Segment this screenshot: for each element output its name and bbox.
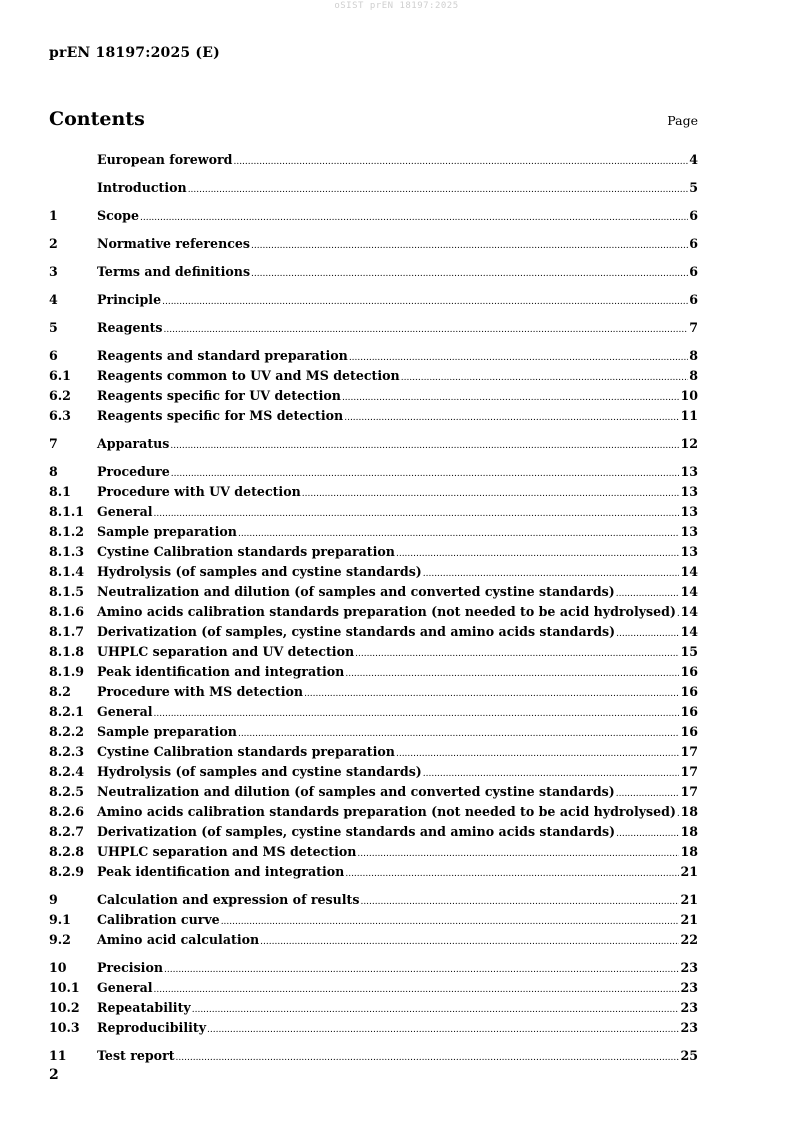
toc-entry-number: 8.2.8	[49, 844, 85, 859]
toc-entry-title[interactable]: Peak identification and integration	[97, 864, 345, 879]
dot-leader	[176, 1050, 680, 1067]
dot-leader	[302, 486, 680, 503]
watermark: oSIST prEN 18197:2025	[334, 1, 459, 11]
toc-entry-number: 10.3	[49, 1020, 80, 1035]
toc-entry-title[interactable]: Amino acid calculation	[97, 932, 260, 947]
toc-entry-number: 8.1.2	[49, 524, 85, 539]
dot-leader	[345, 666, 679, 683]
toc-entry-page[interactable]: 23	[680, 1020, 698, 1035]
dot-leader	[154, 506, 680, 523]
toc-entry-number: 8.1	[49, 484, 71, 499]
toc-entry-number: 11	[49, 1048, 67, 1063]
toc-entry-number: 8.1.1	[49, 504, 85, 519]
toc-entry[interactable]	[49, 623, 698, 643]
table-of-contents	[49, 151, 698, 1067]
toc-entry-title[interactable]: Cystine Calibration standards preparation	[97, 544, 395, 559]
toc-entry-page[interactable]: 21	[680, 892, 698, 907]
toc-entry-page[interactable]: 12	[680, 436, 698, 451]
toc-entry-page[interactable]: 13	[680, 464, 698, 479]
dot-leader	[154, 982, 680, 999]
toc-entry-title[interactable]: Neutralization and dilution (of samples and converted cystine standards)	[97, 584, 615, 599]
dot-leader	[164, 322, 689, 339]
dot-leader	[396, 746, 680, 763]
toc-entry-page[interactable]: 14	[680, 604, 698, 619]
toc-entry-page[interactable]: 16	[680, 724, 698, 739]
toc-entry-number: 7	[49, 436, 58, 451]
toc-entry-number: 9	[49, 892, 58, 907]
toc-entry-page[interactable]: 16	[680, 664, 698, 679]
toc-entry-number: 8.2.5	[49, 784, 85, 799]
toc-entry[interactable]	[49, 803, 698, 823]
dot-leader	[164, 962, 679, 979]
toc-entry-page[interactable]: 18	[680, 824, 698, 839]
toc-entry-title[interactable]: Hydrolysis (of samples and cystine standards)	[97, 564, 422, 579]
toc-entry-number: 9.2	[49, 932, 71, 947]
toc-entry-title[interactable]: Repeatability	[97, 1000, 191, 1015]
toc-entry[interactable]	[49, 207, 698, 227]
dot-leader	[616, 826, 679, 843]
toc-entry-number: 1	[49, 208, 58, 223]
dot-leader	[677, 606, 680, 623]
toc-entry-number: 5	[49, 320, 58, 335]
toc-entry-number: 8.1.9	[49, 664, 85, 679]
toc-entry[interactable]	[49, 643, 698, 663]
toc-entry-number: 8.2.1	[49, 704, 85, 719]
toc-entry-title[interactable]: Cystine Calibration standards preparation	[97, 744, 395, 759]
toc-entry[interactable]	[49, 563, 698, 583]
toc-entry-title[interactable]: European foreword	[97, 152, 233, 167]
toc-entry[interactable]	[49, 483, 698, 503]
toc-entry-page[interactable]: 15	[680, 644, 698, 659]
toc-entry[interactable]	[49, 843, 698, 863]
toc-entry-number: 9.1	[49, 912, 71, 927]
toc-entry-page[interactable]: 5	[689, 180, 698, 195]
toc-entry[interactable]	[49, 863, 698, 883]
toc-entry[interactable]	[49, 543, 698, 563]
dot-leader	[345, 866, 679, 883]
toc-entry-number: 8.1.8	[49, 644, 85, 659]
toc-entry-title[interactable]: Scope	[97, 208, 139, 223]
toc-entry[interactable]	[49, 931, 698, 951]
toc-entry[interactable]	[49, 367, 698, 387]
dot-leader	[251, 266, 688, 283]
dot-leader	[207, 1022, 679, 1039]
toc-entry-title[interactable]: Reagents specific for UV detection	[97, 388, 341, 403]
toc-entry-number: 8.1.5	[49, 584, 85, 599]
toc-entry[interactable]	[49, 999, 698, 1019]
toc-entry-number: 10.2	[49, 1000, 80, 1015]
toc-entry-number: 6	[49, 348, 58, 363]
toc-entry-page[interactable]: 16	[680, 684, 698, 699]
toc-entry-title[interactable]: General	[97, 704, 153, 719]
toc-entry-page[interactable]: 13	[680, 484, 698, 499]
dot-leader	[401, 370, 689, 387]
toc-entry-title[interactable]: Reagents specific for MS detection	[97, 408, 344, 423]
page-column-label: Page	[667, 113, 698, 128]
toc-entry-number: 6.2	[49, 388, 71, 403]
toc-entry[interactable]	[49, 959, 698, 979]
toc-entry-number: 8.2.2	[49, 724, 85, 739]
toc-entry-page[interactable]: 16	[680, 704, 698, 719]
toc-entry-title[interactable]: Terms and definitions	[97, 264, 251, 279]
toc-entry-title[interactable]: Introduction	[97, 180, 187, 195]
toc-entry-page[interactable]: 21	[680, 912, 698, 927]
toc-entry[interactable]	[49, 823, 698, 843]
toc-entry-title[interactable]: UHPLC separation and UV detection	[97, 644, 355, 659]
toc-entry[interactable]	[49, 723, 698, 743]
toc-entry-number: 8.2	[49, 684, 71, 699]
dot-leader	[342, 390, 680, 407]
toc-entry-page[interactable]: 7	[689, 320, 698, 335]
toc-entry[interactable]	[49, 319, 698, 339]
toc-entry-title[interactable]: Principle	[97, 292, 162, 307]
dot-leader	[423, 566, 680, 583]
toc-entry-page[interactable]: 14	[680, 564, 698, 579]
toc-entry-title[interactable]: Amino acids calibration standards preparation (not needed to be acid hydrolysed)	[97, 604, 676, 619]
toc-entry-number: 8.1.3	[49, 544, 85, 559]
dot-leader	[304, 686, 679, 703]
toc-entry[interactable]	[49, 151, 698, 171]
toc-entry-page[interactable]: 17	[680, 764, 698, 779]
dot-leader	[357, 846, 679, 863]
toc-entry-number: 3	[49, 264, 58, 279]
toc-entry-title[interactable]: Apparatus	[97, 436, 170, 451]
toc-entry-number: 8.1.6	[49, 604, 85, 619]
toc-entry[interactable]	[49, 263, 698, 283]
dot-leader	[344, 410, 679, 427]
dot-leader	[238, 726, 680, 743]
toc-entry-title[interactable]: General	[97, 504, 153, 519]
toc-entry[interactable]	[49, 891, 698, 911]
toc-entry-title[interactable]: Amino acids calibration standards preparation (not needed to be acid hydrolysed)	[97, 804, 676, 819]
dot-leader	[162, 294, 688, 311]
toc-entry-title[interactable]: Procedure with MS detection	[97, 684, 304, 699]
toc-entry[interactable]	[49, 911, 698, 931]
toc-entry-page[interactable]: 14	[680, 624, 698, 639]
dot-leader	[396, 546, 680, 563]
toc-entry-page[interactable]: 23	[680, 980, 698, 995]
toc-entry-page[interactable]: 4	[689, 152, 698, 167]
toc-entry-title[interactable]: Neutralization and dilution (of samples and converted cystine standards)	[97, 784, 615, 799]
toc-entry-number: 8	[49, 464, 58, 479]
toc-entry-number: 8.2.6	[49, 804, 85, 819]
toc-entry[interactable]	[49, 603, 698, 623]
dot-leader	[360, 894, 679, 911]
toc-entry-number: 8.2.7	[49, 824, 85, 839]
toc-entry-number: 8.2.9	[49, 864, 85, 879]
toc-entry-page[interactable]: 13	[680, 544, 698, 559]
toc-entry-title[interactable]: Hydrolysis (of samples and cystine standards)	[97, 764, 422, 779]
document-id: prEN 18197:2025 (E)	[49, 45, 220, 61]
dot-leader	[423, 766, 680, 783]
toc-entry[interactable]	[49, 1047, 698, 1067]
toc-entry-page[interactable]: 10	[680, 388, 698, 403]
toc-entry[interactable]	[49, 463, 698, 483]
toc-entry[interactable]	[49, 979, 698, 999]
toc-entry[interactable]	[49, 763, 698, 783]
toc-entry-number: 8.2.4	[49, 764, 85, 779]
toc-entry-page[interactable]: 17	[680, 784, 698, 799]
contents-header	[49, 108, 698, 132]
toc-entry-page[interactable]: 6	[689, 236, 698, 251]
toc-entry[interactable]	[49, 1019, 698, 1039]
dot-leader	[251, 238, 688, 255]
toc-entry-page[interactable]: 17	[680, 744, 698, 759]
toc-entry-page[interactable]: 23	[680, 960, 698, 975]
toc-entry-page[interactable]: 23	[680, 1000, 698, 1015]
toc-entry-title[interactable]: Derivatization (of samples, cystine standards and amino acids standards)	[97, 624, 616, 639]
toc-entry-page[interactable]: 21	[680, 864, 698, 879]
toc-entry[interactable]	[49, 783, 698, 803]
toc-entry-title[interactable]: Reproducibility	[97, 1020, 207, 1035]
dot-leader	[170, 438, 679, 455]
toc-entry-number: 4	[49, 292, 58, 307]
toc-entry-number: 6.1	[49, 368, 71, 383]
toc-entry-page[interactable]: 18	[680, 844, 698, 859]
toc-entry[interactable]	[49, 291, 698, 311]
toc-entry[interactable]	[49, 523, 698, 543]
toc-entry[interactable]	[49, 743, 698, 763]
toc-entry-title[interactable]: Procedure with UV detection	[97, 484, 301, 499]
toc-entry[interactable]	[49, 703, 698, 723]
toc-entry-page[interactable]: 8	[689, 368, 698, 383]
dot-leader	[171, 466, 680, 483]
toc-entry-title[interactable]: Sample preparation	[97, 524, 237, 539]
toc-entry-title[interactable]: Sample preparation	[97, 724, 237, 739]
dot-leader	[355, 646, 679, 663]
toc-entry[interactable]	[49, 407, 698, 427]
toc-entry-number: 8.2.3	[49, 744, 85, 759]
toc-entry-title[interactable]: Precision	[97, 960, 164, 975]
toc-entry-page[interactable]: 6	[689, 264, 698, 279]
dot-leader	[192, 1002, 680, 1019]
toc-entry-title[interactable]: General	[97, 980, 153, 995]
toc-entry-page[interactable]: 25	[680, 1048, 698, 1063]
toc-entry-title[interactable]: Derivatization (of samples, cystine standards and amino acids standards)	[97, 824, 616, 839]
toc-entry-number: 6.3	[49, 408, 71, 423]
dot-leader	[140, 210, 688, 227]
toc-entry-page[interactable]: 6	[689, 208, 698, 223]
toc-entry[interactable]	[49, 663, 698, 683]
toc-entry[interactable]	[49, 179, 698, 199]
contents-title: Contents	[49, 108, 145, 130]
dot-leader	[188, 182, 689, 199]
toc-entry-page[interactable]: 14	[680, 584, 698, 599]
dot-leader	[677, 806, 680, 823]
toc-entry-page[interactable]: 18	[680, 804, 698, 819]
toc-entry-title[interactable]: Reagents	[97, 320, 163, 335]
dot-leader	[349, 350, 688, 367]
dot-leader	[260, 934, 679, 951]
toc-entry-number: 2	[49, 236, 58, 251]
toc-entry-page[interactable]: 11	[680, 408, 698, 423]
dot-leader	[616, 586, 680, 603]
toc-entry-title[interactable]: Peak identification and integration	[97, 664, 345, 679]
toc-entry[interactable]	[49, 435, 698, 455]
toc-entry-title[interactable]: Test report	[97, 1048, 175, 1063]
toc-entry[interactable]	[49, 683, 698, 703]
toc-entry-page[interactable]: 22	[680, 932, 698, 947]
toc-entry[interactable]	[49, 503, 698, 523]
toc-entry-page[interactable]: 13	[680, 524, 698, 539]
toc-entry-title[interactable]: Calibration curve	[97, 912, 220, 927]
toc-entry-title[interactable]: Calculation and expression of results	[97, 892, 360, 907]
toc-entry[interactable]	[49, 583, 698, 603]
toc-entry[interactable]	[49, 235, 698, 255]
dot-leader	[616, 626, 679, 643]
toc-entry-number: 8.1.7	[49, 624, 85, 639]
toc-entry-page[interactable]: 8	[689, 348, 698, 363]
toc-entry-title[interactable]: UHPLC separation and MS detection	[97, 844, 357, 859]
dot-leader	[154, 706, 680, 723]
dot-leader	[238, 526, 680, 543]
toc-entry[interactable]	[49, 347, 698, 367]
toc-entry-title[interactable]: Procedure	[97, 464, 170, 479]
toc-entry-title[interactable]: Normative references	[97, 236, 251, 251]
toc-entry-title[interactable]: Reagents and standard preparation	[97, 348, 348, 363]
page-number: 2	[49, 1067, 59, 1083]
toc-entry-number: 10.1	[49, 980, 80, 995]
toc-entry-number: 10	[49, 960, 67, 975]
toc-entry-number: 8.1.4	[49, 564, 85, 579]
toc-entry-page[interactable]: 6	[689, 292, 698, 307]
dot-leader	[233, 154, 688, 171]
dot-leader	[221, 914, 680, 931]
dot-leader	[616, 786, 680, 803]
toc-entry[interactable]	[49, 387, 698, 407]
toc-entry-title[interactable]: Reagents common to UV and MS detection	[97, 368, 400, 383]
toc-entry-page[interactable]: 13	[680, 504, 698, 519]
